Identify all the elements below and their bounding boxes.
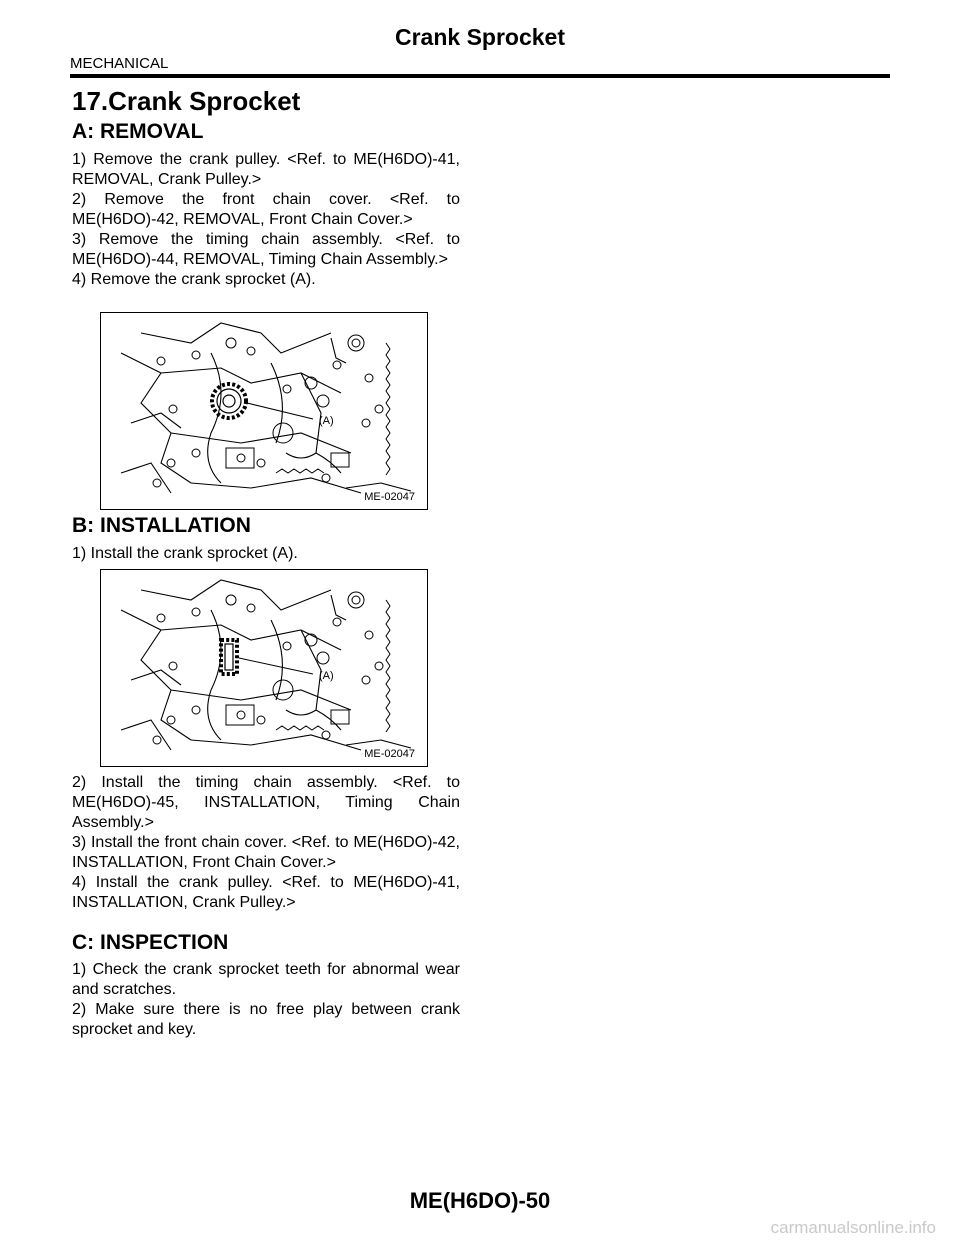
- section-label: MECHANICAL: [70, 55, 169, 72]
- header-divider: [70, 74, 890, 78]
- inspection-step-2: 2) Make sure there is no free play between crank sprocket and key.: [72, 1001, 460, 1038]
- removal-heading: A: REMOVAL: [72, 120, 204, 143]
- removal-step-1: 1) Remove the crank pulley. <Ref. to ME(H6DO)-41, REMOVAL, Crank Pulley.>: [72, 151, 460, 188]
- callout-leader-line: [247, 403, 313, 419]
- crank-sprocket-diagram: [101, 570, 427, 766]
- removal-steps: [72, 150, 460, 290]
- removal-step-4: 4) Remove the crank sprocket (A).: [72, 271, 316, 288]
- watermark-text: carmanualsonline.info: [770, 1218, 936, 1237]
- callout-a-label: (A): [319, 415, 334, 427]
- figure-id-label: ME-02047: [364, 748, 415, 760]
- crank-sprocket-part: [221, 640, 237, 674]
- installation-steps-after: [72, 773, 460, 913]
- figure-id-label: ME-02047: [364, 491, 415, 503]
- crank-sprocket-diagram: [101, 313, 427, 509]
- installation-steps-before: [72, 544, 460, 564]
- crank-sprocket-part: [212, 384, 246, 418]
- removal-step-2: 2) Remove the front chain cover. <Ref. to ME(H6DO)-42, REMOVAL, Front Chain Cover.>: [72, 191, 460, 228]
- inspection-step-1: 1) Check the crank sprocket teeth for abnormal wear and scratches.: [72, 961, 460, 998]
- inspection-heading: C: INSPECTION: [72, 931, 229, 954]
- installation-step-4: 4) Install the crank pulley. <Ref. to ME(H6DO)-41, INSTALLATION, Crank Pulley.>: [72, 874, 460, 911]
- inspection-steps: [72, 960, 460, 1040]
- installation-step-3: 3) Install the front chain cover. <Ref. to ME(H6DO)-42, INSTALLATION, Front Chain Cover.>: [72, 834, 460, 871]
- callout-a-label: (A): [319, 670, 334, 682]
- installation-step-1: 1) Install the crank sprocket (A).: [72, 545, 298, 562]
- page-title: 17.Crank Sprocket: [72, 86, 301, 116]
- page-number: ME(H6DO)-50: [409, 1188, 551, 1213]
- installation-heading: B: INSTALLATION: [72, 514, 251, 537]
- removal-step-3: 3) Remove the timing chain assembly. <Ref. to ME(H6DO)-44, REMOVAL, Timing Chain Assembly.>: [72, 231, 460, 268]
- callout-leader-line: [239, 658, 313, 674]
- removal-figure: [100, 312, 428, 510]
- installation-figure: [100, 569, 428, 767]
- page-header-title: Crank Sprocket: [394, 24, 565, 50]
- installation-step-2: 2) Install the timing chain assembly. <Ref. to ME(H6DO)-45, INSTALLATION, Timing Chain Assembly.>: [72, 774, 460, 831]
